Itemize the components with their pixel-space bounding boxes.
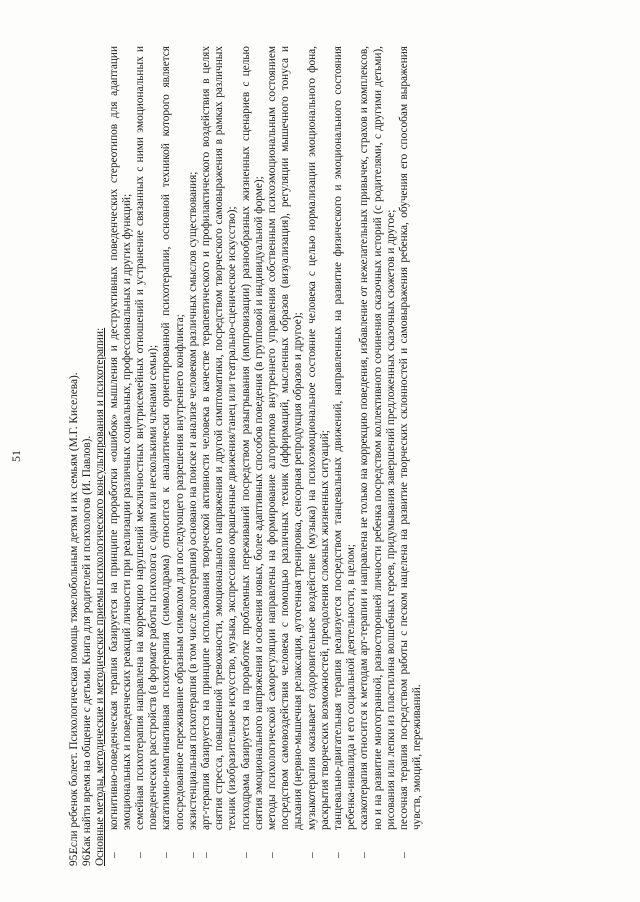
- dash-bullet: –: [186, 852, 199, 858]
- list-item-text: песочная терапия посредством работы с песком нацелена на развитие творческих склонностей и самовыражения ребенка, обучения его способам выражения чувств, эмоций, переживаний.: [398, 46, 424, 830]
- dash-bullet: –: [332, 852, 345, 858]
- section-title: Основные методы, методические и методические приемы психологического консультирования и психотерапии:: [94, 327, 107, 866]
- dash-bullet: –: [200, 852, 213, 858]
- dash-bullet: –: [239, 852, 252, 858]
- list-item-text: психодрама базируется на проработке проблемных переживаний посредством разыгрывания (импровизации) разнообразных жизненных сценариев с целью снятия эмоционального напряжения и освоения новых, более адаптивных способов поведения (в групповой и индивидуальной форме);: [239, 46, 265, 830]
- dash-bullet: –: [134, 852, 147, 858]
- list-item: [332, 46, 358, 866]
- methods-list: [108, 46, 425, 866]
- dash-bullet: –: [358, 852, 371, 858]
- list-item: [160, 46, 186, 866]
- list-item-text: кататимно-имагинативная психотерапия (символдрама) относится к аналитически ориентированной психотерапии, основной техникой которого является опосредованное переживание образным символом для последующего разрешения внутреннего конфликта;: [160, 46, 186, 830]
- page-number: 51: [9, 450, 23, 462]
- reference-number: 96.: [81, 851, 94, 866]
- list-item: [240, 46, 266, 866]
- list-item-text: арт-терапия базируется на принципе использования творческой активности человека в качестве терапевтического и профилактического воздействия в целях снятия стресса, повышенной тревожности, эмоционального напряжения и другой симптоматики, посредством творческого самовыражения в рамках различных техник (изобразительное искусство, музыка, экспрессивно окрашенные движения/танец или театрально-сценическое искусство);: [200, 46, 239, 830]
- list-item: [108, 46, 134, 866]
- dash-bullet: –: [305, 852, 318, 858]
- list-item-text: методы психологической саморегуляции направлены на формирование алгоритмов внутреннего управления собственным психоэмоциональным состоянием посредством самовоздействия человека с помощью различных техник (аффирмаций, мысленных образов (визуализация), регуляции мышечного тонуса и дыхания (нервно-мышечная релаксация, аутогенная тренировка, сенсорная репродукция образов и другое);: [266, 46, 305, 830]
- list-item-text: семейная психотерапия направлена на коррекцию нарушений межличностных внутрисемейных отношений и устранение связанных с ними эмоциональных и поведенческих расстройств (в формате работы психолога с одним или несколькими членами семьи);: [134, 46, 160, 830]
- list-item: [398, 46, 424, 866]
- list-item-text: когнитивно-поведенческая терапия базируется на принципе проработки «ошибок» мышления и деструктивных поведенческих стереотипов для адаптации эмоциональных и поведенческих реакций личности при реализации различных социальных, профессиональных и других функций;: [107, 46, 133, 830]
- list-item: [200, 46, 240, 866]
- list-item: [134, 46, 160, 866]
- list-item: [266, 46, 306, 866]
- dash-bullet: –: [398, 852, 411, 858]
- reference-95: [68, 46, 81, 866]
- dash-bullet: –: [266, 852, 279, 858]
- reference-96: [81, 46, 94, 866]
- list-item-text: музыкотерапия оказывает оздоровительное воздействие (музыка) на психоэмоциональное состояние человека с целью нормализации эмоционального фона, раскрытия творческих возможностей, преодоления сложных жизненных ситуаций;: [305, 46, 331, 830]
- list-item-text: танцевально-двигательная терапия реализуется посредством танцевальных движений, направленных на развитие физического и эмоционального состояния ребенка-инвалида и его социальной деятельности, в целом;: [332, 46, 358, 830]
- list-item: [187, 46, 200, 866]
- reference-text: Если ребенок болеет. Психологическая помощь тяжелобольным детям и их семьям (М.Г. Киселева).: [68, 372, 80, 854]
- list-item: [306, 46, 332, 866]
- reference-number: 95.: [68, 851, 80, 866]
- reference-text: Как найти время на общение с детьми. Книга для родителей и психологов (И. Павлов).: [81, 435, 94, 854]
- list-item-text: экзистенциальная психотерапия (в том числе логотерапия) основано на поиске и анализе человеком различных смыслов существования;: [186, 171, 199, 830]
- dash-bullet: –: [107, 852, 120, 858]
- dash-bullet: –: [160, 852, 173, 858]
- list-item-text: сказкотерапия относится к методам арт-терапии и направлена не только на коррекцию поведения, избавление от нежелательных привычек, страхов и комплексов, но и на развитие многогранной, разносторонней личности ребенка посредством коллективного сочинения сказочных историй (с родителями, с другими детьми), рисования или лепки из пластилина волшебных героев, придумывания завершений предложенных сказочных сюжетов и другое;: [358, 46, 397, 830]
- rotated-content: [9, 46, 538, 866]
- list-item: [358, 46, 398, 866]
